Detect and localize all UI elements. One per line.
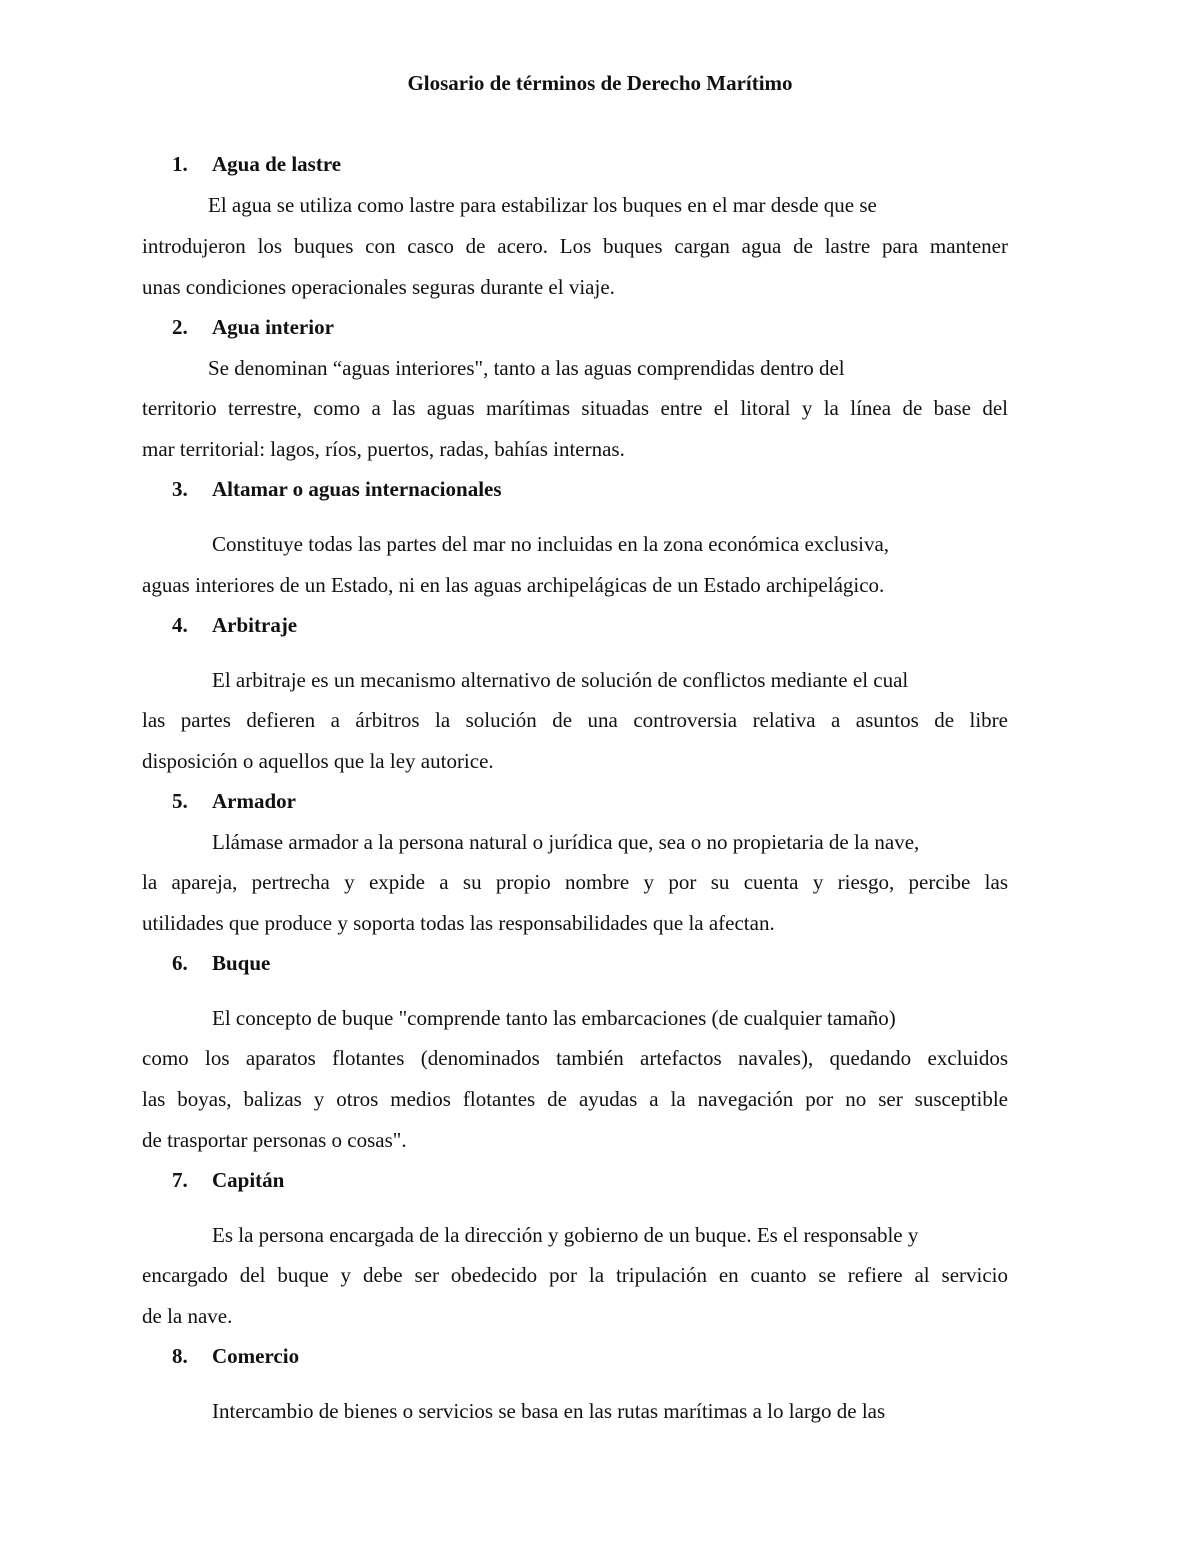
entry-term: Buque [212,951,271,975]
entry-text-line: Intercambio de bienes o servicios se basa en las rutas marítimas a lo largo de las [212,1399,886,1423]
entry-text-line: Constituye todas las partes del mar no incluidas en la zona económica exclusiva, [212,532,890,556]
entry-text-line: El agua se utiliza como lastre para estabilizar los buques en el mar desde que se [208,193,877,217]
entry-text-line: Es la persona encargada de la dirección y gobierno de un buque. Es el responsable y [212,1223,919,1247]
entry-term: Capitán [212,1168,285,1192]
entry-text-line: las partes defieren a árbitros la solución de una controversia relativa a asuntos de libre [142,708,1008,732]
entry-text-line: encargado del buque y debe ser obedecido por la tripulación en cuanto se refiere al servicio [142,1263,1008,1287]
entry-term: Arbitraje [212,613,298,637]
document-title: Glosario de términos de Derecho Marítimo [407,71,793,95]
entry-heading [172,610,297,640]
entry-heading [172,948,270,978]
entry-text-line: disposición o aquellos que la ley autorice. [142,749,494,773]
entry-text-line: territorio terrestre, como a las aguas marítimas situadas entre el litoral y la línea de base del [142,396,1008,420]
entry-number: 8. [172,1344,188,1368]
entry-number: 5. [172,789,188,813]
entry-number: 6. [172,951,188,975]
entry-text-line: como los aparatos flotantes (denominados también artefactos navales), quedando excluidos [142,1046,1008,1070]
entry-number: 7. [172,1168,188,1192]
entry-heading [172,474,502,504]
entry-text-line: El arbitraje es un mecanismo alternativo de solución de conflictos mediante el cual [212,668,909,692]
entry-text-line: las boyas, balizas y otros medios flotantes de ayudas a la navegación por no ser susceptible [142,1087,1008,1111]
entry-text-line: introdujeron los buques con casco de acero. Los buques cargan agua de lastre para mantener [142,234,1008,258]
entry-text-line: de trasportar personas o cosas". [142,1128,407,1152]
entry-text-line: de la nave. [142,1304,233,1328]
entry-heading [172,1165,284,1195]
entry-text-line: Llámase armador a la persona natural o jurídica que, sea o no propietaria de la nave, [212,830,920,854]
entry-term: Altamar o aguas internacionales [212,477,502,501]
entry-term: Agua de lastre [212,152,342,176]
entry-text-line: Se denominan “aguas interiores", tanto a las aguas comprendidas dentro del [208,356,845,380]
entry-text-line: utilidades que produce y soporta todas las responsabilidades que la afectan. [142,911,775,935]
entry-term: Agua interior [212,315,334,339]
entry-number: 2. [172,315,188,339]
entry-term: Armador [212,789,296,813]
entry-heading [172,149,341,179]
entry-heading [172,786,296,816]
entry-number: 4. [172,613,188,637]
entry-heading [172,1341,299,1371]
entry-number: 1. [172,152,188,176]
entry-heading [172,312,334,342]
entry-text-line: El concepto de buque "comprende tanto las embarcaciones (de cualquier tamaño) [212,1006,896,1030]
entry-number: 3. [172,477,188,501]
entry-text-line: la apareja, pertrecha y expide a su propio nombre y por su cuenta y riesgo, percibe las [142,870,1008,894]
entry-term: Comercio [212,1344,300,1368]
entry-text-line: unas condiciones operacionales seguras durante el viaje. [142,275,615,299]
entry-text-line: mar territorial: lagos, ríos, puertos, radas, bahías internas. [142,437,625,461]
entry-text-line: aguas interiores de un Estado, ni en las aguas archipelágicas de un Estado archipelágico. [142,573,885,597]
